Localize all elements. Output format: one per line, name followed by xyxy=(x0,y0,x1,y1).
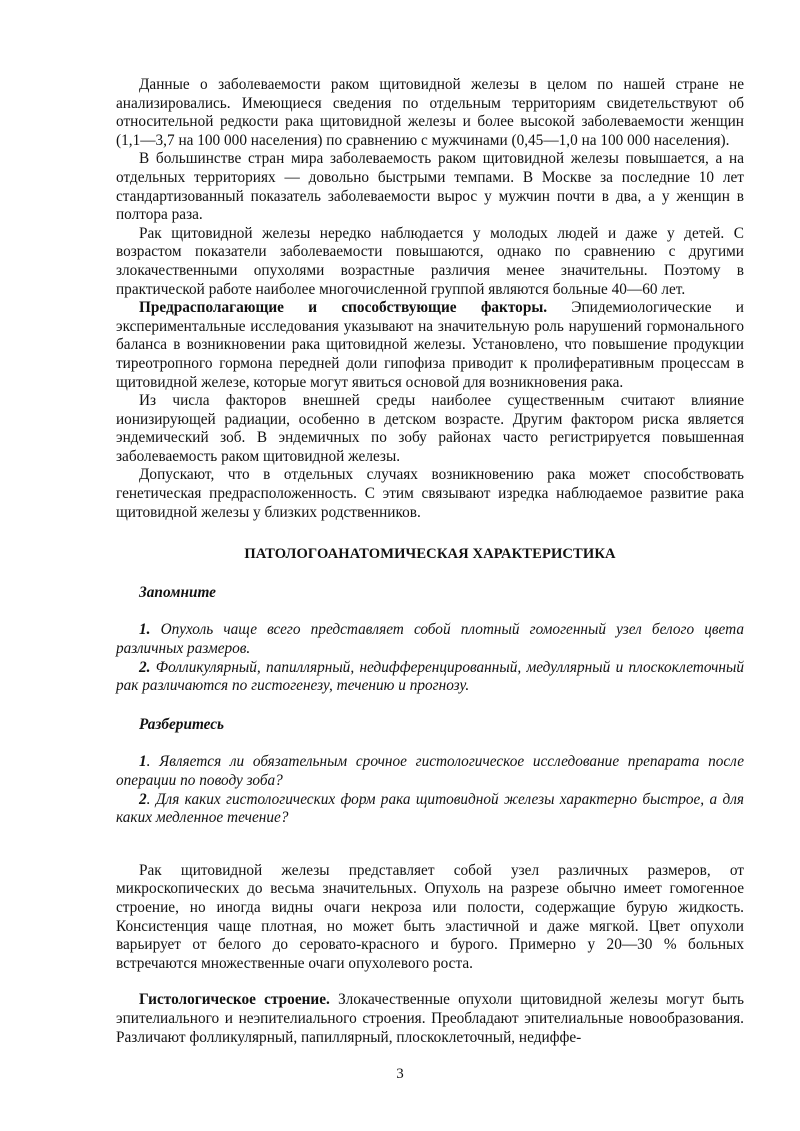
question-item-1 xyxy=(116,753,744,790)
remember-item-1 xyxy=(116,621,744,658)
paragraph-incidence-data: Данные о заболеваемости раком щитовидной железы в целом по нашей стране не анализировались. Имеющиеся сведения по отдельным территориям свидетельствуют об относительной редкости рака щитовидной железы и более высокой заболеваемости женщин (1,1—3,7 на 100 000 населения) по сравнению с мужчинами (0,45—1,0 на 100 000 населения). xyxy=(116,76,744,149)
question-item-1-text: . Является ли обязательным срочное гистологическое исследование препарата после операции по поводу зоба? xyxy=(116,753,744,789)
question-item-2-number: 2 xyxy=(139,790,147,808)
section-heading: ПАТОЛОГОАНАТОМИЧЕСКАЯ ХАРАКТЕРИСТИКА xyxy=(244,546,616,563)
paragraph-genetic-factors: Допускают, что в отдельных случаях возникновению рака может способствовать генетическая предрасположенность. С этим связывают изредка наблюдаемое развитие рака щитовидной железы у близких родственников. xyxy=(116,466,744,521)
risk-factors-lead: Предрасполагающие и способствующие факторы. xyxy=(139,299,548,317)
paragraph-risk-factors xyxy=(116,299,744,392)
document-page xyxy=(116,76,744,1047)
risk-factors-text: Эпидемиологические и экспериментальные исследования указывают на значительную роль нарушений гормонального баланса в возникновении рака щитовидной железы. Установлено, что повышение продукции тиреотропного гормона передней доли гипофиза приводит к пролиферативным процессам в щитовидной железе, которые могут явиться основой для возникновения рака. xyxy=(116,299,744,391)
paragraph-age-groups: Рак щитовидной железы нередко наблюдается у молодых людей и даже у детей. С возрастом показатели заболеваемости повышаются, однако по сравнению с другими злокачественными опухолями возрастные различия менее значительны. Поэтому в практической работе наиболее многочисленной группой являются больные 40—60 лет. xyxy=(116,224,744,298)
remember-item-1-text: Опухоль чаще всего представляет собой плотный гомогенный узел белого цвета различных размеров. xyxy=(116,621,744,658)
remember-item-1-number: 1. xyxy=(139,621,151,639)
remember-item-2 xyxy=(116,659,744,696)
histology-text: Злокачественные опухоли щитовидной железы могут быть эпителиального и неэпителиального строения. Преобладают эпителиальные новообразования. Различают фолликулярный, папиллярный, плоскоклеточный, недиффе- xyxy=(116,991,745,1046)
histology-lead: Гистологическое строение. xyxy=(139,991,330,1009)
remember-item-2-text: Фолликулярный, папиллярный, недифференцированный, медуллярный и плоскоклеточный рак различаются по гистогенезу, течению и прогнозу. xyxy=(116,658,744,695)
figure-out-title: Разберитесь xyxy=(139,715,225,733)
question-item-1-number: 1 xyxy=(139,753,147,771)
page-number: 3 xyxy=(396,1066,404,1082)
paragraph-macroscopic: Рак щитовидной железы представляет собой узел различных размеров, от микроскопических до весьма значительных. Опухоль на разрезе обычно имеет гомогенное строение, но иногда видны очаги некроза или полости, содержащие бурую жидкость. Консистенция чаще плотная, но может быть эластичной и даже мягкой. Цвет опухоли варьирует от белого до серовато-красного и бурого. Примерно у 20—30 % больных встречаются множественные очаги опухолевого роста. xyxy=(116,861,744,972)
paragraph-incidence-trend: В большинстве стран мира заболеваемость раком щитовидной железы повышается, а на отдельных территориях — довольно быстрыми темпами. В Москве за последние 10 лет стандартизованный показатель заболеваемости вырос у мужчин почти в два, а у женщин в полтора раза. xyxy=(116,150,744,224)
paragraph-histology xyxy=(116,991,744,1047)
remember-item-2-number: 2. xyxy=(139,658,151,676)
question-item-2-text: . Для каких гистологических форм рака щитовидной железы характерно быстрое, а для каких медленное течение? xyxy=(116,790,744,827)
remember-title: Запомните xyxy=(139,583,216,601)
paragraph-environmental-factors: Из числа факторов внешней среды наиболее существенным считают влияние ионизирующей радиации, особенно в детском возрасте. Другим фактором риска является эндемический зоб. В эндемичных по зобу районах часто регистрируется повышенная заболеваемость раком щитовидной железы. xyxy=(116,392,744,465)
question-item-2 xyxy=(116,791,744,828)
